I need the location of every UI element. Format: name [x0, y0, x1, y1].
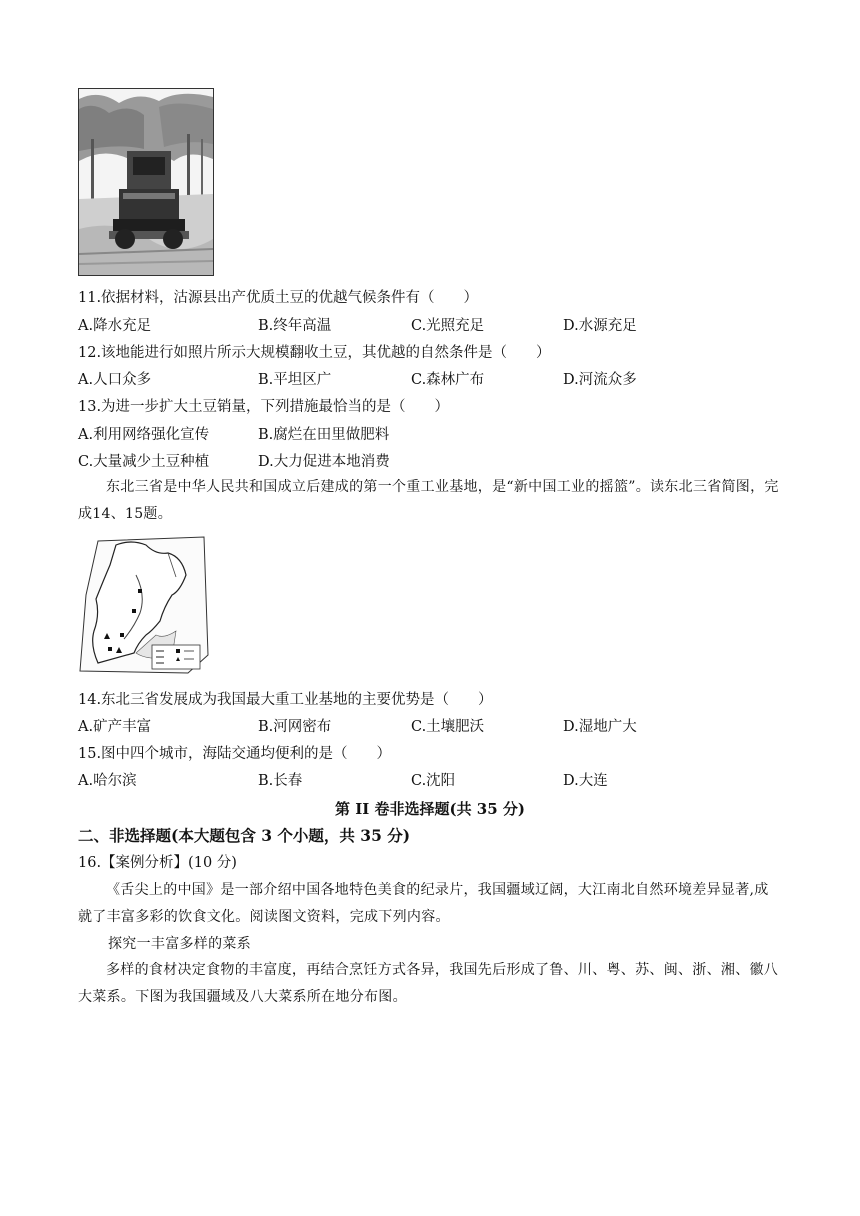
q13-stem: 13.为进一步扩大土豆销量，下列措施最恰当的是（ ） — [78, 399, 450, 415]
harvester-photo-image — [79, 89, 213, 275]
q13-option-b[interactable]: B.腐烂在田里做肥料 — [258, 427, 390, 443]
q11-option-d[interactable]: D.水源充足 — [563, 318, 637, 334]
northeast-map-image — [76, 535, 212, 675]
q13-option-c[interactable]: C.大量减少土豆种植 — [78, 454, 210, 470]
q11-option-c[interactable]: C.光照充足 — [411, 318, 485, 334]
q13-option-d[interactable]: D.大力促进本地消费 — [258, 454, 390, 470]
q15-option-d[interactable]: D.大连 — [563, 773, 608, 789]
q14-option-a[interactable]: A.矿产丰富 — [78, 719, 152, 735]
q13-option-a[interactable]: A.利用网络强化宣传 — [78, 427, 210, 443]
intro-paragraph-14-15: 东北三省是中华人民共和国成立后建成的第一个重工业基地，是“新中国工业的摇篮”。读东北三省简图，完成14、15题。 — [78, 479, 779, 522]
q11-option-b[interactable]: B.终年高温 — [258, 318, 332, 334]
q14-option-d[interactable]: D.湿地广大 — [563, 719, 637, 735]
q14-stem: 14.东北三省发展成为我国最大重工业基地的主要优势是（ ） — [78, 692, 493, 708]
q15-option-c[interactable]: C.沈阳 — [411, 773, 456, 789]
q16-title: 16.【案例分析】(10 分) — [78, 855, 237, 871]
q16-paragraph-2: 多样的食材决定食物的丰富度，再结合烹饪方式各异，我国先后形成了鲁、川、粤、苏、闽、浙、湘、徽八大菜系。下图为我国疆域及八大菜系所在地分布图。 — [78, 962, 779, 1005]
q14-option-b[interactable]: B.河网密布 — [258, 719, 332, 735]
q12-option-a[interactable]: A.人口众多 — [78, 372, 152, 388]
section2-heading: 二、非选择题(本大题包含 3 个小题，共 35 分) — [78, 826, 411, 845]
harvester-photo — [78, 88, 214, 276]
q12-option-d[interactable]: D.河流众多 — [563, 372, 637, 388]
q14-option-c[interactable]: C.土壤肥沃 — [411, 719, 485, 735]
q12-option-c[interactable]: C.森林广布 — [411, 372, 485, 388]
q16-paragraph-1: 《舌尖上的中国》是一部介绍中国各地特色美食的纪录片，我国疆域辽阔，大江南北自然环境差异显著,成就了丰富多彩的饮食文化。阅读图文资料，完成下列内容。 — [78, 882, 769, 925]
q11-stem: 11.依据材料，沽源县出产优质土豆的优越气候条件有（ ） — [78, 290, 479, 306]
northeast-china-map — [76, 535, 212, 675]
part2-title: 第 II 卷非选择题(共 35 分) — [335, 800, 525, 818]
q15-stem: 15.图中四个城市，海陆交通均便利的是（ ） — [78, 746, 392, 762]
q12-stem: 12.该地能进行如照片所示大规模翻收土豆，其优越的自然条件是（ ） — [78, 345, 551, 361]
q16-subheading: 探究一丰富多样的菜系 — [108, 936, 251, 952]
q15-option-a[interactable]: A.哈尔滨 — [78, 773, 137, 789]
q15-option-b[interactable]: B.长春 — [258, 773, 303, 789]
q11-option-a[interactable]: A.降水充足 — [78, 318, 152, 334]
q12-option-b[interactable]: B.平坦区广 — [258, 372, 332, 388]
